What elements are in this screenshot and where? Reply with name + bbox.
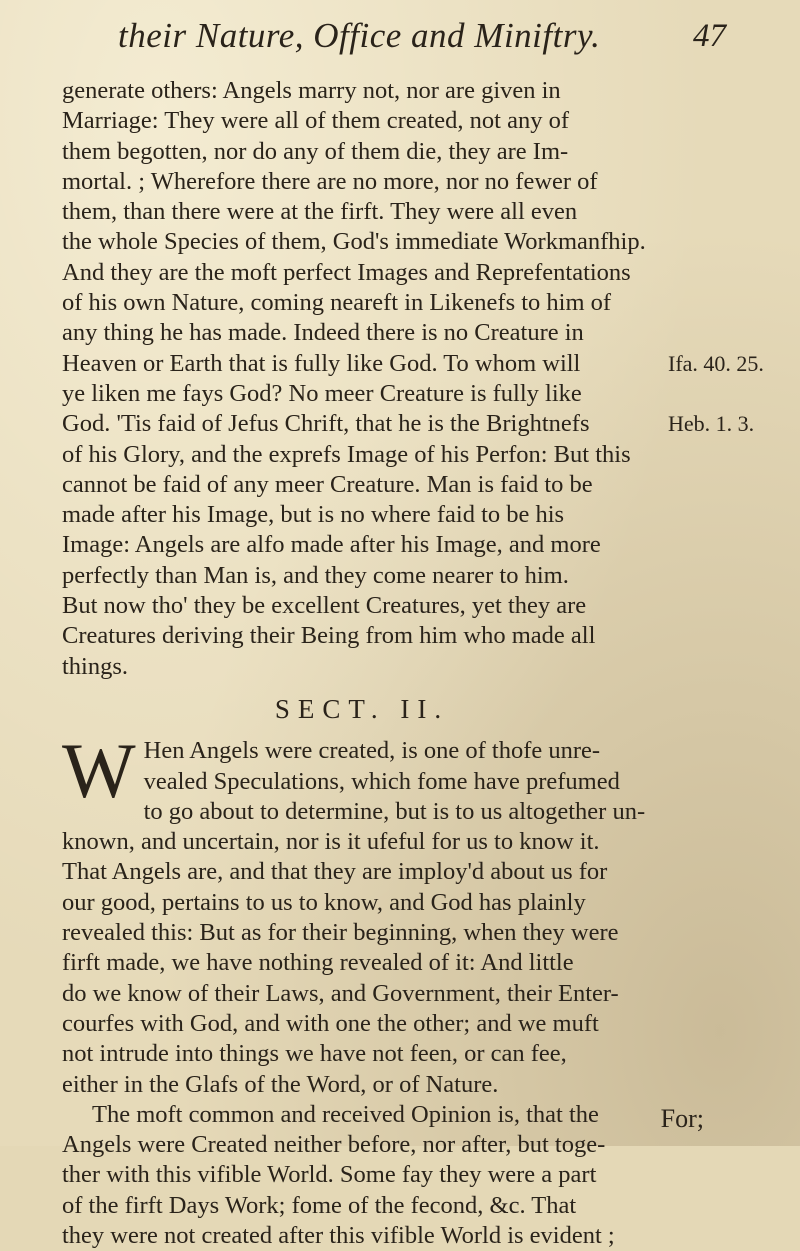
text-line: ther with this vifible World. Some fay they were a part xyxy=(62,1161,597,1189)
text-line: the whole Species of them, God's immediate Workmanfhip. xyxy=(62,228,646,256)
page-header xyxy=(0,16,800,76)
body-text xyxy=(62,76,662,1251)
text-line: do we know of their Laws, and Government, their Enter- xyxy=(62,979,619,1007)
text-line: firft made, we have nothing revealed of it: And little xyxy=(62,949,574,977)
page-number: 47 xyxy=(693,18,726,54)
catchword: For; xyxy=(660,1104,704,1133)
text-line: things. xyxy=(62,652,129,680)
text-line: Hen Angels were created, is one of thofe unre- xyxy=(143,737,601,765)
text-line: any thing he has made. Indeed there is no Creature in xyxy=(62,319,584,347)
text-line: courfes with God, and with one the other; and we muft xyxy=(62,1009,599,1037)
drop-cap: W xyxy=(62,727,136,815)
text-line: And they are the moft perfect Images and Reprefentations xyxy=(62,258,631,286)
text-line: known, and uncertain, nor is it ufeful for us to know it. xyxy=(62,828,600,856)
text-line: generate others: Angels marry not, nor are given in xyxy=(62,77,561,104)
text-line: them begotten, nor do any of them die, they are Im- xyxy=(62,137,569,165)
text-line: revealed this: But as for their beginning, when they were xyxy=(62,919,619,947)
text-line: made after his Image, but is no where faid to be his xyxy=(62,501,565,529)
text-line: our good, pertains to us to know, and God has plainly xyxy=(62,888,586,916)
text-line: they were not created after this vifible World is evident ; xyxy=(62,1221,615,1249)
text-line: mortal. ; Wherefore there are no more, nor no fewer of xyxy=(62,167,598,195)
text-line: The moft common and received Opinion is, that the xyxy=(92,1100,599,1128)
text-line: Creatures deriving their Being from him who made all xyxy=(62,622,596,650)
text-line: of his own Nature, coming neareft in Likenefs to him of xyxy=(62,289,612,317)
text-line: ye liken me fays God? No meer Creature is fully like xyxy=(62,379,582,407)
text-line: of the firft Days Work; fome of the fecond, &c. That xyxy=(62,1191,577,1219)
section-heading: SECT. II. xyxy=(274,693,450,724)
text-line: But now tho' they be excellent Creatures, yet they are xyxy=(62,592,587,620)
margin-note-isaiah: Ifa. 40. 25. xyxy=(668,351,764,376)
text-line: not intrude into things we have not feen, or can fee, xyxy=(62,1040,567,1068)
text-line: Marriage: They were all of them created, not any of xyxy=(62,107,570,135)
text-line: Angels were Created neither before, nor after, but toge- xyxy=(62,1131,606,1159)
paragraph-3 xyxy=(62,1100,662,1251)
text-line: cannot be faid of any meer Creature. Man is faid to be xyxy=(62,470,593,498)
text-line: vealed Speculations, which fome have prefumed xyxy=(143,767,620,795)
text-line: them, than there were at the firft. They were all even xyxy=(62,198,578,226)
text-line: God. 'Tis faid of Jefus Chrift, that he is the Brightnefs xyxy=(62,410,590,438)
paragraph-1 xyxy=(62,76,662,682)
text-line: either in the Glafs of the Word, or of Nature. xyxy=(62,1070,499,1098)
text-line: Heaven or Earth that is fully like God. To whom will xyxy=(62,349,581,377)
text-line: of his Glory, and the exprefs Image of his Perfon: But this xyxy=(62,440,631,468)
text-line: to go about to determine, but is to us altogether un- xyxy=(143,797,646,825)
running-head: their Nature, Office and Miniftry. xyxy=(118,16,601,55)
text-line: perfectly than Man is, and they come nearer to him. xyxy=(62,561,569,589)
margin-note-hebrews: Heb. 1. 3. xyxy=(668,411,755,436)
paragraph-2 xyxy=(62,727,662,1100)
text-line: Image: Angels are alfo made after his Image, and more xyxy=(62,531,601,559)
text-line: That Angels are, and that they are imploy'd about us for xyxy=(62,858,608,886)
